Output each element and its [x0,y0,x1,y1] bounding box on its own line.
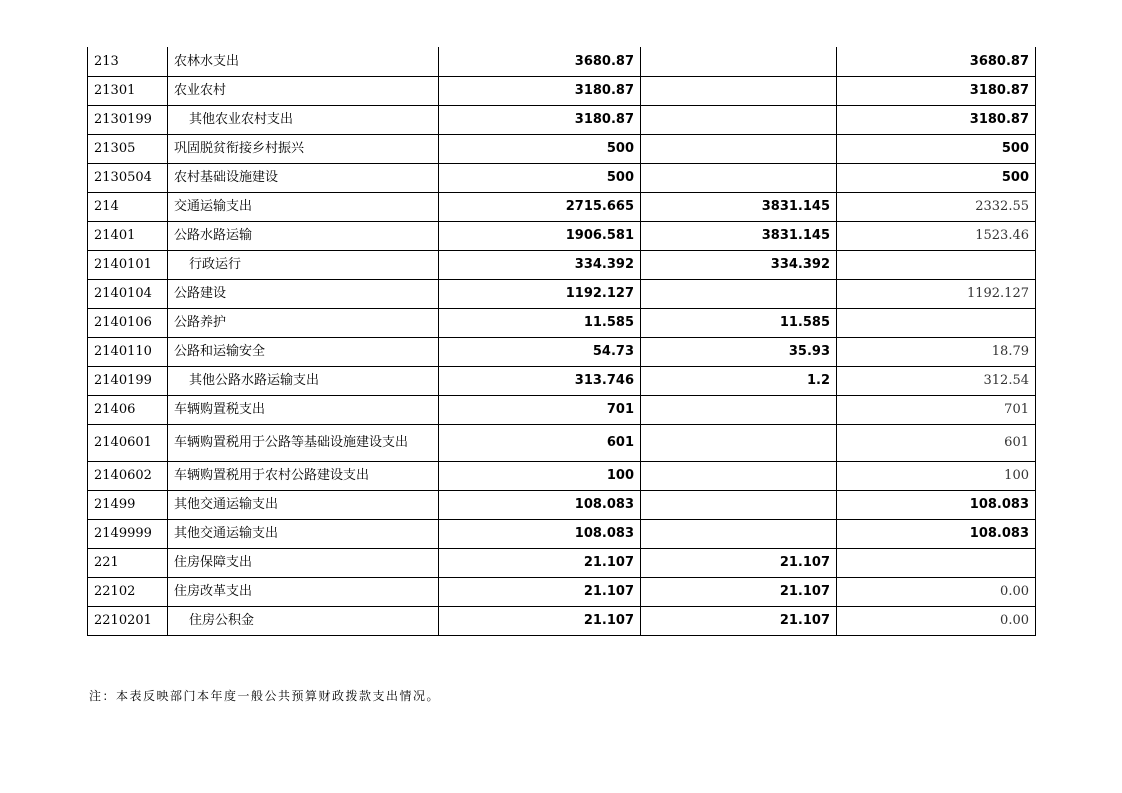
total-amount-cell: 21.107 [439,548,641,577]
subject-code-cell: 21301 [88,76,168,105]
project-expenditure-cell [837,308,1036,337]
table-row [88,192,1036,221]
basic-expenditure-cell [641,76,837,105]
subject-code-cell: 2140199 [88,366,168,395]
basic-expenditure-cell [641,279,837,308]
subject-code-cell: 2140101 [88,250,168,279]
total-amount-cell: 11.585 [439,308,641,337]
subject-code-cell: 21305 [88,134,168,163]
project-expenditure-cell [837,250,1036,279]
subject-name-label: 其他公路水路运输支出 [189,373,320,388]
subject-name-label: 公路养护 [174,315,227,330]
subject-name-label: 车辆购置税用于公路等基础设施建设支出 [174,435,409,450]
subject-code-cell: 2140601 [88,424,168,461]
subject-code-cell: 2140104 [88,279,168,308]
table-row [88,134,1036,163]
total-amount-cell: 3180.87 [439,76,641,105]
subject-code-cell: 2149999 [88,519,168,548]
table-row [88,577,1036,606]
subject-name-label: 车辆购置税用于农村公路建设支出 [174,468,370,483]
basic-expenditure-cell: 35.93 [641,337,837,366]
total-amount-cell: 601 [439,424,641,461]
subject-code-cell: 21499 [88,490,168,519]
subject-name-cell [168,308,439,337]
table-row [88,490,1036,519]
subject-code-cell: 21401 [88,221,168,250]
subject-name-cell [168,490,439,519]
subject-name-cell [168,76,439,105]
table-row [88,519,1036,548]
subject-code-cell: 2140106 [88,308,168,337]
subject-code-cell: 21406 [88,395,168,424]
project-expenditure-cell: 701 [837,395,1036,424]
subject-name-label: 公路建设 [174,286,227,301]
total-amount-cell: 500 [439,163,641,192]
subject-name-label: 公路和运输安全 [174,344,266,359]
subject-name-cell [168,47,439,76]
total-amount-cell: 3180.87 [439,105,641,134]
total-amount-cell: 3680.87 [439,47,641,76]
subject-name-label: 住房公积金 [189,613,255,628]
table-row [88,163,1036,192]
subject-name-cell [168,221,439,250]
subject-code-cell: 2130504 [88,163,168,192]
subject-name-label: 农村基础设施建设 [174,170,279,185]
basic-expenditure-cell: 1.2 [641,366,837,395]
subject-name-cell [168,134,439,163]
table-row [88,250,1036,279]
total-amount-cell: 21.107 [439,577,641,606]
subject-name-cell [168,424,439,461]
project-expenditure-cell: 2332.55 [837,192,1036,221]
basic-expenditure-cell: 3831.145 [641,221,837,250]
project-expenditure-cell: 0.00 [837,606,1036,635]
subject-name-cell [168,577,439,606]
subject-code-cell: 2210201 [88,606,168,635]
total-amount-cell: 500 [439,134,641,163]
project-expenditure-cell: 312.54 [837,366,1036,395]
subject-name-cell [168,192,439,221]
total-amount-cell: 313.746 [439,366,641,395]
subject-name-label: 其他农业农村支出 [189,112,294,127]
subject-name-cell [168,250,439,279]
subject-code-cell: 213 [88,47,168,76]
total-amount-cell: 1192.127 [439,279,641,308]
table-row [88,76,1036,105]
project-expenditure-cell: 3180.87 [837,76,1036,105]
table-row [88,606,1036,635]
subject-name-label: 车辆购置税支出 [174,402,266,417]
basic-expenditure-cell [641,134,837,163]
basic-expenditure-cell [641,461,837,490]
table-row [88,337,1036,366]
table-row [88,395,1036,424]
subject-name-cell [168,366,439,395]
total-amount-cell: 701 [439,395,641,424]
table-row [88,424,1036,461]
basic-expenditure-cell [641,47,837,76]
subject-name-label: 住房改革支出 [174,584,253,599]
project-expenditure-cell: 108.083 [837,519,1036,548]
total-amount-cell: 1906.581 [439,221,641,250]
subject-name-label: 行政运行 [189,257,242,272]
project-expenditure-cell: 18.79 [837,337,1036,366]
basic-expenditure-cell: 21.107 [641,548,837,577]
basic-expenditure-cell [641,105,837,134]
basic-expenditure-cell [641,395,837,424]
subject-name-label: 交通运输支出 [174,199,253,214]
table-row [88,221,1036,250]
basic-expenditure-cell: 21.107 [641,606,837,635]
basic-expenditure-cell: 3831.145 [641,192,837,221]
subject-code-cell: 2130199 [88,105,168,134]
subject-name-cell [168,606,439,635]
project-expenditure-cell: 108.083 [837,490,1036,519]
basic-expenditure-cell: 11.585 [641,308,837,337]
total-amount-cell: 100 [439,461,641,490]
table-row [88,461,1036,490]
basic-expenditure-cell [641,519,837,548]
table-row [88,279,1036,308]
project-expenditure-cell: 100 [837,461,1036,490]
subject-code-cell: 2140110 [88,337,168,366]
subject-name-label: 公路水路运输 [174,228,253,243]
total-amount-cell: 334.392 [439,250,641,279]
basic-expenditure-cell [641,424,837,461]
budget-expenditure-table [87,47,1036,636]
subject-code-cell: 214 [88,192,168,221]
project-expenditure-cell: 3680.87 [837,47,1036,76]
total-amount-cell: 2715.665 [439,192,641,221]
table-body [88,47,1036,635]
subject-name-label: 其他交通运输支出 [174,526,279,541]
subject-name-label: 住房保障支出 [174,555,253,570]
total-amount-cell: 108.083 [439,519,641,548]
table-footnote: 注：本表反映部门本年度一般公共预算财政拨款支出情况。 [89,689,441,703]
basic-expenditure-cell [641,490,837,519]
table-row [88,308,1036,337]
subject-name-cell [168,105,439,134]
subject-name-cell [168,337,439,366]
subject-name-cell [168,548,439,577]
project-expenditure-cell: 500 [837,163,1036,192]
subject-code-cell: 221 [88,548,168,577]
table-row [88,366,1036,395]
subject-name-label: 农林水支出 [174,53,240,69]
project-expenditure-cell: 1192.127 [837,279,1036,308]
subject-name-cell [168,279,439,308]
subject-name-cell [168,519,439,548]
project-expenditure-cell: 601 [837,424,1036,461]
subject-name-cell [168,163,439,192]
total-amount-cell: 21.107 [439,606,641,635]
total-amount-cell: 108.083 [439,490,641,519]
project-expenditure-cell [837,548,1036,577]
basic-expenditure-cell [641,163,837,192]
project-expenditure-cell: 3180.87 [837,105,1036,134]
subject-name-label: 其他交通运输支出 [174,497,279,512]
project-expenditure-cell: 0.00 [837,577,1036,606]
project-expenditure-cell: 1523.46 [837,221,1036,250]
total-amount-cell: 54.73 [439,337,641,366]
subject-code-cell: 22102 [88,577,168,606]
subject-name-label: 巩固脱贫衔接乡村振兴 [174,141,305,156]
subject-name-label: 农业农村 [174,83,227,98]
basic-expenditure-cell: 21.107 [641,577,837,606]
subject-name-cell [168,395,439,424]
project-expenditure-cell: 500 [837,134,1036,163]
subject-name-cell [168,461,439,490]
table-row [88,548,1036,577]
table-row [88,105,1036,134]
basic-expenditure-cell: 334.392 [641,250,837,279]
table-row [88,47,1036,76]
subject-code-cell: 2140602 [88,461,168,490]
